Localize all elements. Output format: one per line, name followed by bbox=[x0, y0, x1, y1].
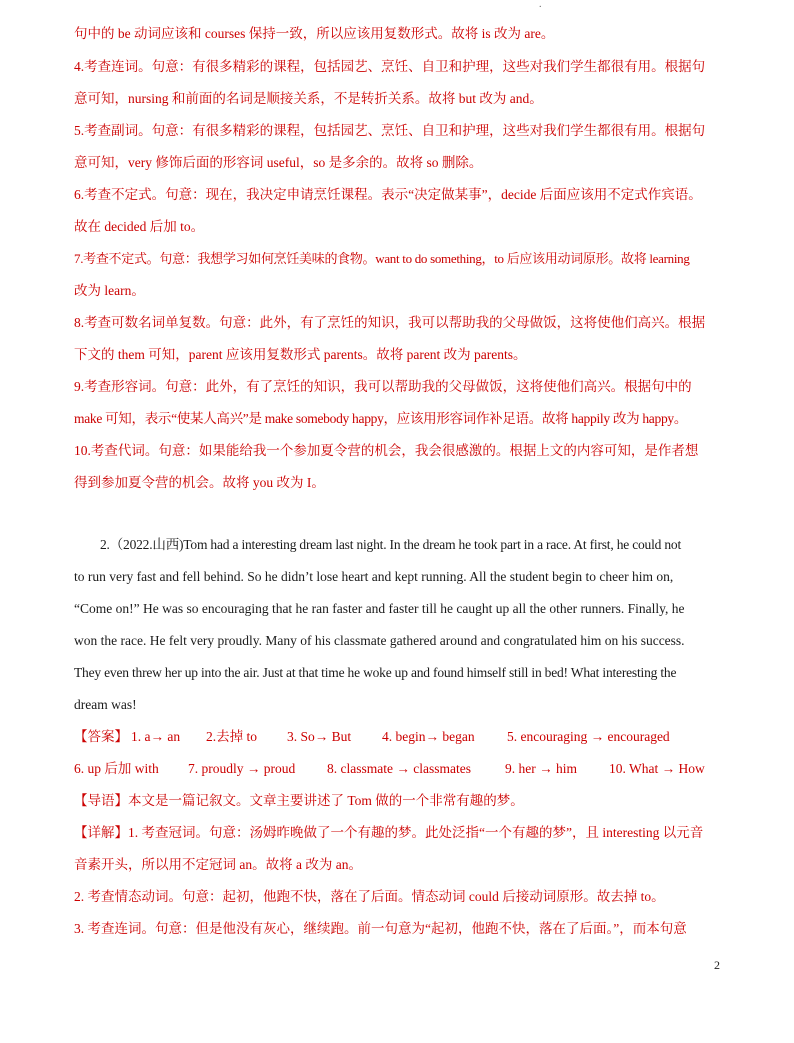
top-mark: . bbox=[539, 0, 542, 10]
explanation-line: 10.考查代词。句意：如果能给我一个参加夏令营的机会，我会很感激的。根据上文的内容可知，是作者想 bbox=[74, 443, 699, 458]
explanation-line: 7.考查不定式。句意：我想学习如何烹饪美味的食物。want to do something，to 后应该用动词原形。故将 learning bbox=[74, 251, 690, 266]
explanation-line: 5.考查副词。句意：有很多精彩的课程，包括园艺、烹饪、自卫和护理，这些对我们学生都很有用。根据句 bbox=[74, 123, 706, 138]
guide-line: 【导语】本文是一篇记叙文。文章主要讲述了 Tom 做的一个非常有趣的梦。 bbox=[74, 793, 524, 808]
answer-item: 5. encouraging → encouraged bbox=[507, 729, 670, 744]
answer-item: 3. So→ But bbox=[287, 729, 352, 744]
page-number: 2 bbox=[714, 958, 720, 972]
answer-item: 7. proudly → proud bbox=[188, 761, 296, 776]
answer-item: 2.去掉 to bbox=[206, 729, 258, 744]
explanation-line: 4.考查连词。句意：有很多精彩的课程，包括园艺、烹饪、自卫和护理，这些对我们学生都很有用。根据句 bbox=[74, 59, 706, 74]
explanation-line: 意可知，nursing 和前面的名词是顺接关系，不是转折关系。故将 but 改为 and。 bbox=[74, 91, 543, 106]
detail-line: 【详解】1. 考查冠词。句意：汤姆昨晚做了一个有趣的梦。此处泛指“一个有趣的梦”，且 interesting 以元音 bbox=[74, 825, 704, 840]
answer-item: 1. a→ an bbox=[131, 729, 181, 744]
explanation-line: make 可知，表示“使某人高兴”是 make somebody happy，应该用形容词作补足语。故将 happily 改为 happy。 bbox=[74, 411, 688, 426]
detail-line: 3. 考查连词。句意：但是他没有灰心，继续跑。前一句意为“起初，他跑不快，落在了后面。”，而本句意 bbox=[74, 921, 687, 936]
explanation-line: 下文的 them 可知，parent 应该用复数形式 parents。故将 parent 改为 parents。 bbox=[74, 347, 527, 362]
passage-line: dream was! bbox=[74, 697, 137, 712]
answer-item: 4. begin→ began bbox=[382, 729, 475, 744]
explanation-line: 得到参加夏令营的机会。故将 you 改为 I。 bbox=[74, 475, 325, 490]
passage-line: won the race. He felt very proudly. Many of his classmate gathered around and congratulated him on his success. bbox=[74, 633, 685, 648]
explanation-line: 故在 decided 后加 to。 bbox=[74, 219, 205, 234]
explanation-line: 6.考查不定式。句意：现在，我决定申请烹饪课程。表示“决定做某事”，decide 后面应该用不定式作宾语。 bbox=[74, 187, 702, 202]
detail-line: 2. 考查情态动词。句意：起初，他跑不快，落在了后面。情态动词 could 后接动词原形。故去掉 to。 bbox=[74, 889, 665, 904]
explanation-line: 句中的 be 动词应该和 courses 保持一致，所以应该用复数形式。故将 is 改为 are。 bbox=[74, 26, 555, 41]
answer-item: 9. her → him bbox=[505, 761, 577, 776]
answer-label: 【答案】 bbox=[74, 729, 128, 744]
explanation-line: 意可知，very 修饰后面的形容词 useful，so 是多余的。故将 so 删除。 bbox=[74, 155, 483, 170]
detail-line: 音素开头，所以用不定冠词 an。故将 a 改为 an。 bbox=[74, 857, 362, 872]
passage-line: 2.（2022.山西)Tom had a interesting dream last night. In the dream he took part in a race. At first, he could not bbox=[100, 537, 682, 552]
explanation-line: 改为 learn。 bbox=[74, 283, 145, 298]
answer-item: 8. classmate → classmates bbox=[327, 761, 471, 776]
answer-item: 10. What → How bbox=[609, 761, 705, 776]
explanation-line: 9.考查形容词。句意：此外，有了烹饪的知识，我可以帮助我的父母做饭，这将使他们高兴。根据句中的 bbox=[74, 379, 692, 394]
passage-line: They even threw her up into the air. Just at that time he woke up and found himself still in bed! What interesting the bbox=[74, 665, 677, 680]
answer-item: 6. up 后加 with bbox=[74, 761, 159, 776]
passage-line: to run very fast and fell behind. So he didn’t lose heart and kept running. All the student begin to cheer him on, bbox=[74, 569, 674, 584]
explanation-line: 8.考查可数名词单复数。句意：此外，有了烹饪的知识，我可以帮助我的父母做饭，这将使他们高兴。根据 bbox=[74, 315, 706, 330]
passage-line: “Come on!” He was so encouraging that he ran faster and faster till he caught up all the other runners. Finally, he bbox=[74, 601, 685, 616]
